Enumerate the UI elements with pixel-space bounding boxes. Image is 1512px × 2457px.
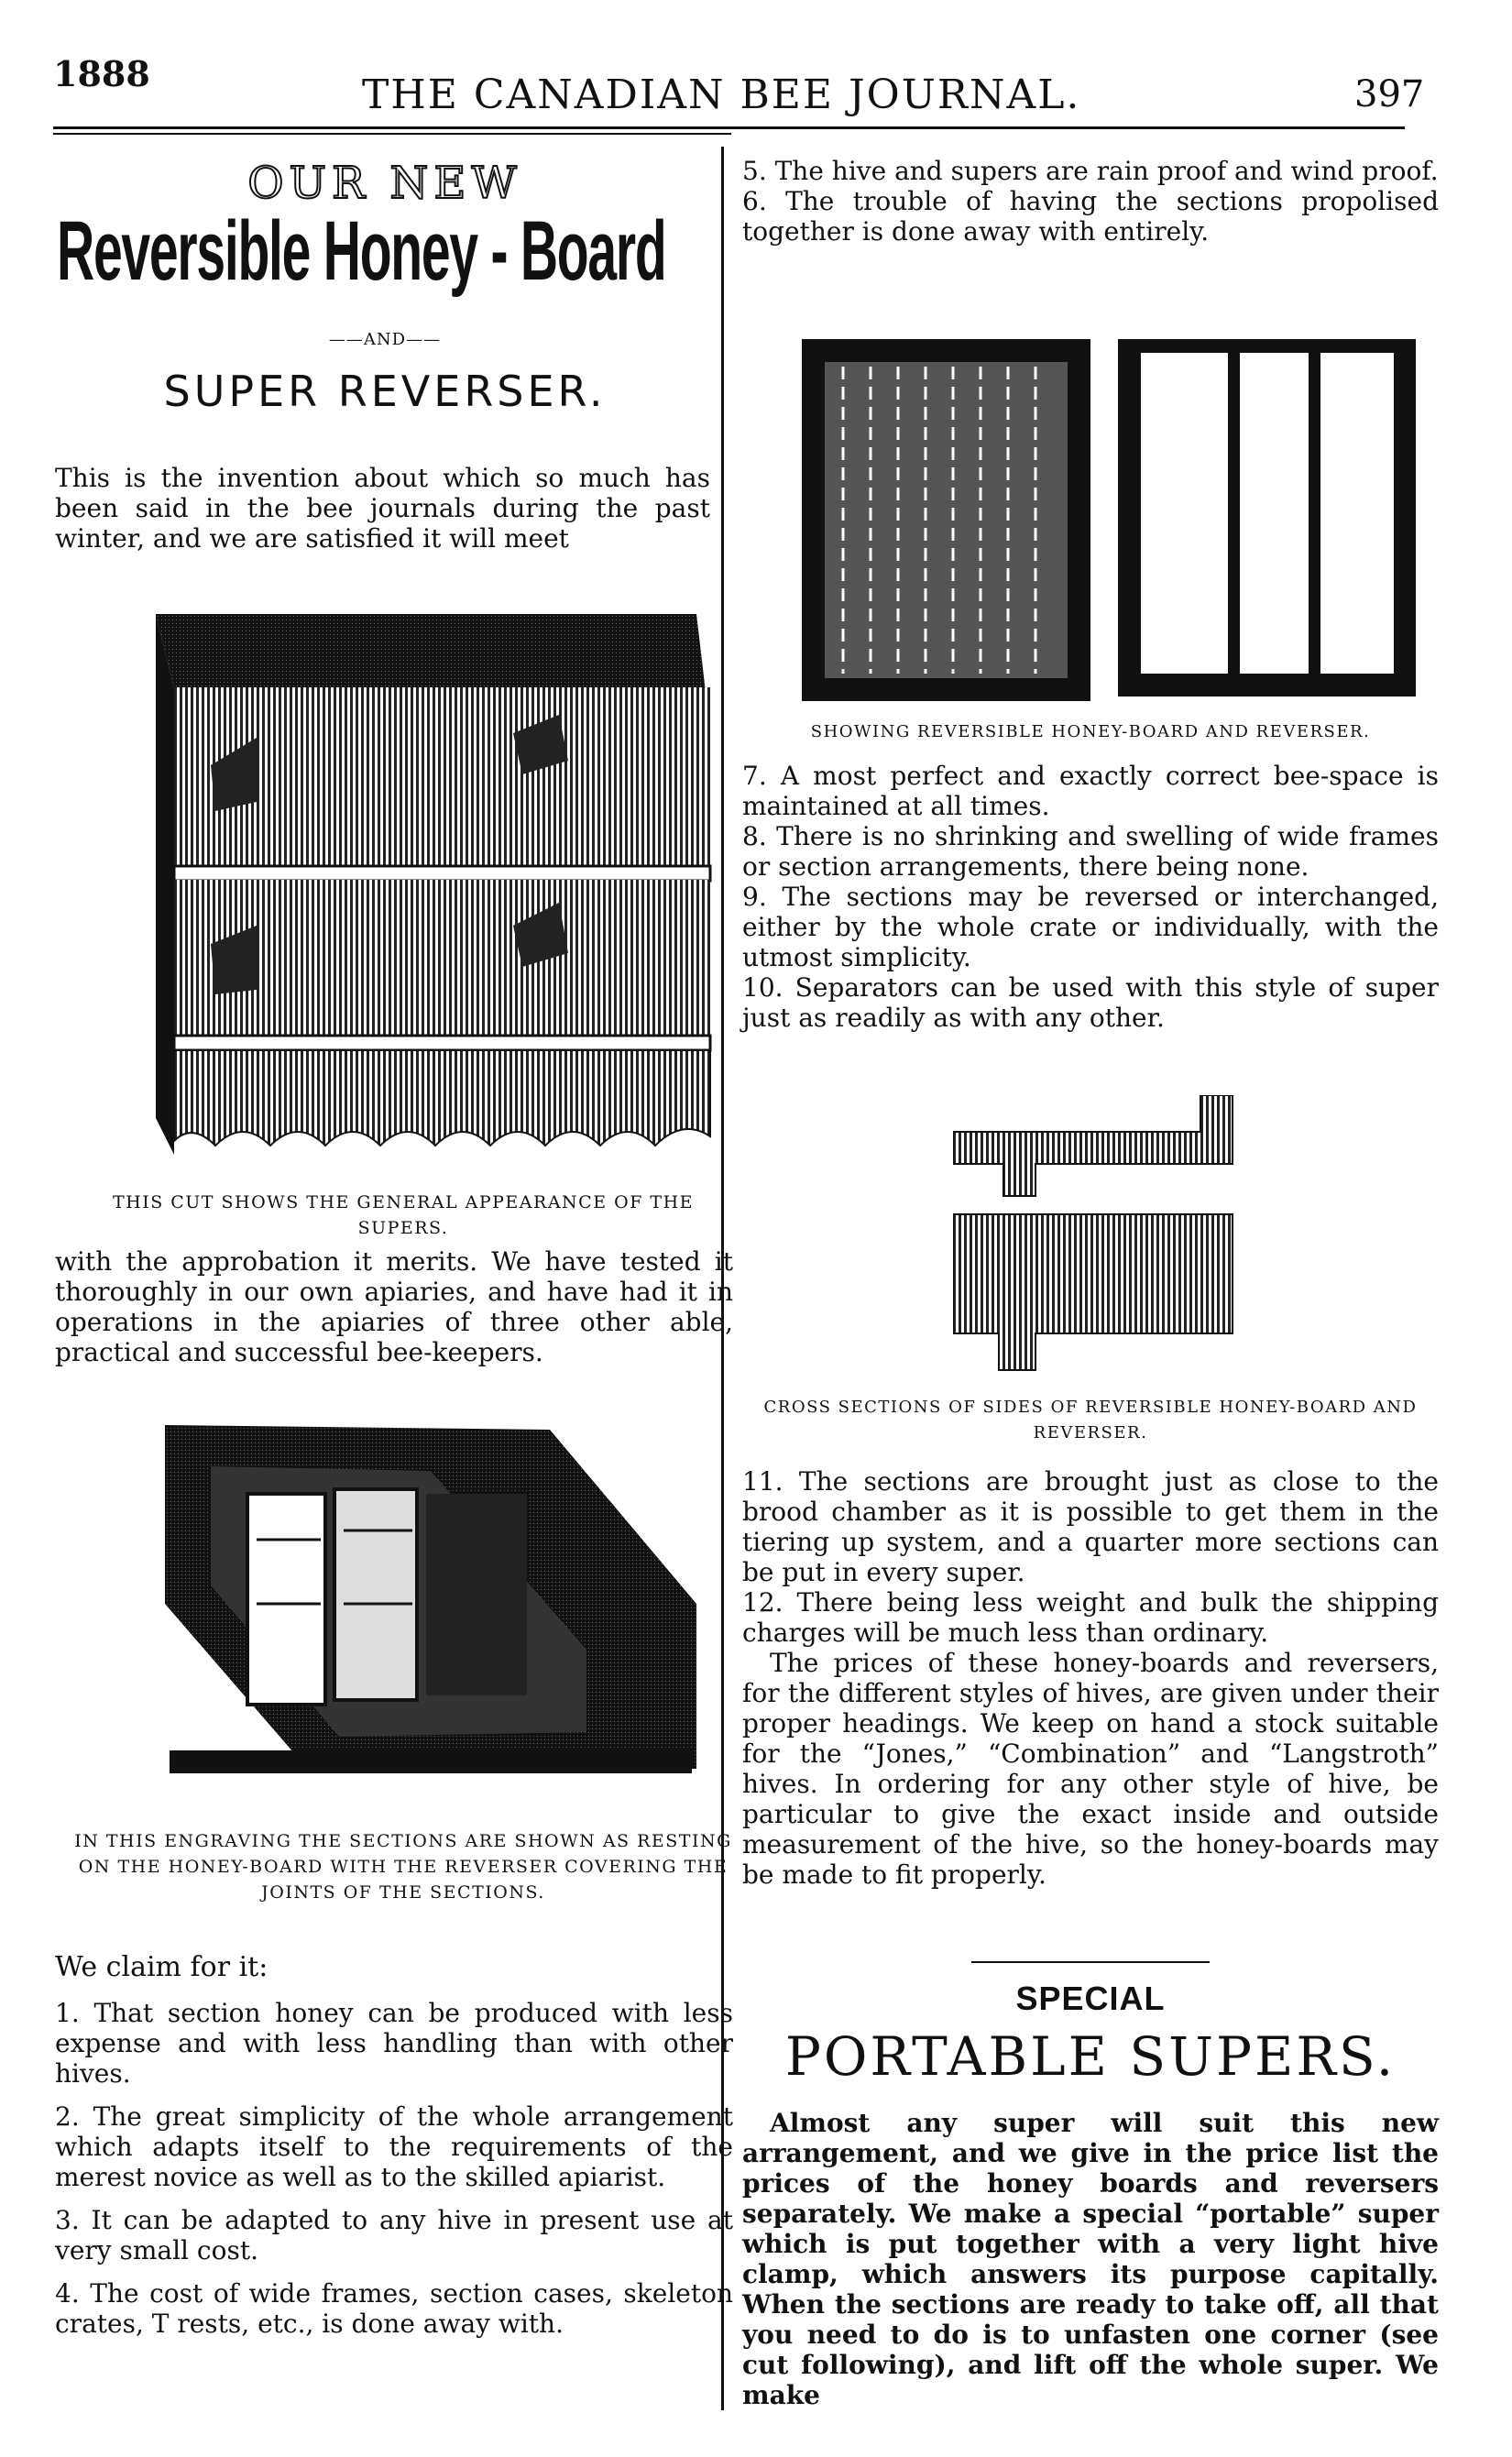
point-10: 10. Separators can be used with this style of super just as readily as with any other. — [742, 972, 1439, 1033]
heading-and: ——AND—— — [328, 330, 442, 349]
prices-paragraph: The prices of these honey-boards and reversers, for the different styles of hives, are given under their proper headings. We keep on hand a stock suitable for the “Jones,” “Combination” and “Langstroth” hives. In ordering for any other style of hive, be particular to give the exact inside and outside measurement of the hive, so the honey-boards may be made to fit properly. — [742, 1648, 1439, 1890]
approbation-paragraph: with the approbation it merits. We have tested it thoroughly in our own apiaries, and have had it in operations in the apiaries of three other able, practical and successful bee-keepers. — [55, 1246, 733, 1367]
point-11: 11. The sections are brought just as close to the brood chamber as it is possible to get them in the tiering up system, and a quarter more sections can be put in every super. — [742, 1466, 1439, 1587]
points-mid — [742, 761, 1439, 1033]
point-9: 9. The sections may be reversed or interchanged, either by the whole crate or individually, with the utmost simplicity. — [742, 882, 1439, 972]
figure-honey-board-reverser — [802, 339, 1425, 706]
point-5: 5. The hive and supers are rain proof and wind proof. — [742, 156, 1439, 186]
claim-2: 2. The great simplicity of the whole arrangement which adapts itself to the requirements of the merest novice as well as to the skilled apiarist. — [55, 2101, 733, 2192]
intro-paragraph: This is the invention about which so much has been said in the bee journals during the past winter, and we are satisfied it will meet — [55, 463, 710, 554]
caption-sections-resting: IN THIS ENGRAVING THE SECTIONS ARE SHOWN AS RESTING ON THE HONEY-BOARD WITH THE REVERSER COVERING THE JOINTS OF THE SECTIONS. — [74, 1831, 732, 1903]
point-8: 8. There is no shrinking and swelling of wide frames or section arrangements, there being none. — [742, 821, 1439, 882]
sections-engraving-illustration — [156, 1420, 706, 1787]
header-year: 1888 — [53, 53, 150, 94]
advert-heading — [55, 158, 715, 209]
portable-supers-paragraph: Almost any super will suit this new arrangement, and we give in the price list the prices of the honey boards and reversers separately. We make a special “portable” super which is put together with a very light hive clamp, which answers its purpose capitally. When the sections are ready to take off, all that you need to do is to unfasten one corner (see cut following), and lift off the whole super. We make — [742, 2108, 1439, 2410]
caption-general-appearance: THIS CUT SHOWS THE GENERAL APPEARANCE OF THE SUPERS. — [112, 1192, 695, 1238]
header-page-number: 397 — [1354, 73, 1425, 115]
heading-special: SPECIAL — [1015, 1980, 1166, 2017]
heading-super-reverser: SUPER REVERSER. — [163, 367, 607, 416]
figure-cross-sections — [953, 1095, 1237, 1379]
claim-intro: We claim for it: — [55, 1951, 268, 1983]
heading-our-new: OUR NEW — [247, 158, 522, 209]
point-12: 12. There being less weight and bulk the shipping charges will be much less than ordinary. — [742, 1587, 1439, 1648]
honey-board-reverser-illustration — [802, 339, 1425, 706]
figure-super-hive — [147, 605, 733, 1173]
claim-4: 4. The cost of wide frames, section cases, skeleton crates, T rests, etc., is done away with. — [55, 2278, 733, 2339]
heading-portable-supers: PORTABLE SUPERS. — [784, 2025, 1397, 2088]
heading-reversible-honey-board: Reversible Honey - Board — [57, 204, 666, 298]
points-top — [742, 156, 1439, 247]
header-rule-secondary — [53, 133, 731, 135]
claims-list — [55, 1998, 733, 2339]
header-title: THE CANADIAN BEE JOURNAL. — [362, 71, 1081, 118]
point-6: 6. The trouble of having the sections propolised together is done away with entirely. — [742, 186, 1439, 247]
caption-cross-sections: CROSS SECTIONS OF SIDES OF REVERSIBLE HONEY-BOARD AND REVERSER. — [763, 1398, 1418, 1442]
points-bottom — [742, 1466, 1439, 1890]
claim-3: 3. It can be adapted to any hive in present use at very small cost. — [55, 2205, 733, 2265]
caption-showing-board-reverser: SHOWING REVERSIBLE HONEY-BOARD AND REVERSER. — [810, 722, 1371, 741]
figure-sections-engraving — [156, 1420, 706, 1787]
point-7: 7. A most perfect and exactly correct bee-space is maintained at all times. — [742, 761, 1439, 821]
section-rule — [971, 1961, 1210, 1963]
cross-sections-illustration — [953, 1095, 1237, 1379]
heading-main-wrap — [57, 203, 717, 313]
header-rule — [53, 126, 1405, 129]
super-hive-illustration — [147, 605, 733, 1173]
claim-1: 1. That section honey can be produced with less expense and with less handling than with other hives. — [55, 1998, 733, 2089]
